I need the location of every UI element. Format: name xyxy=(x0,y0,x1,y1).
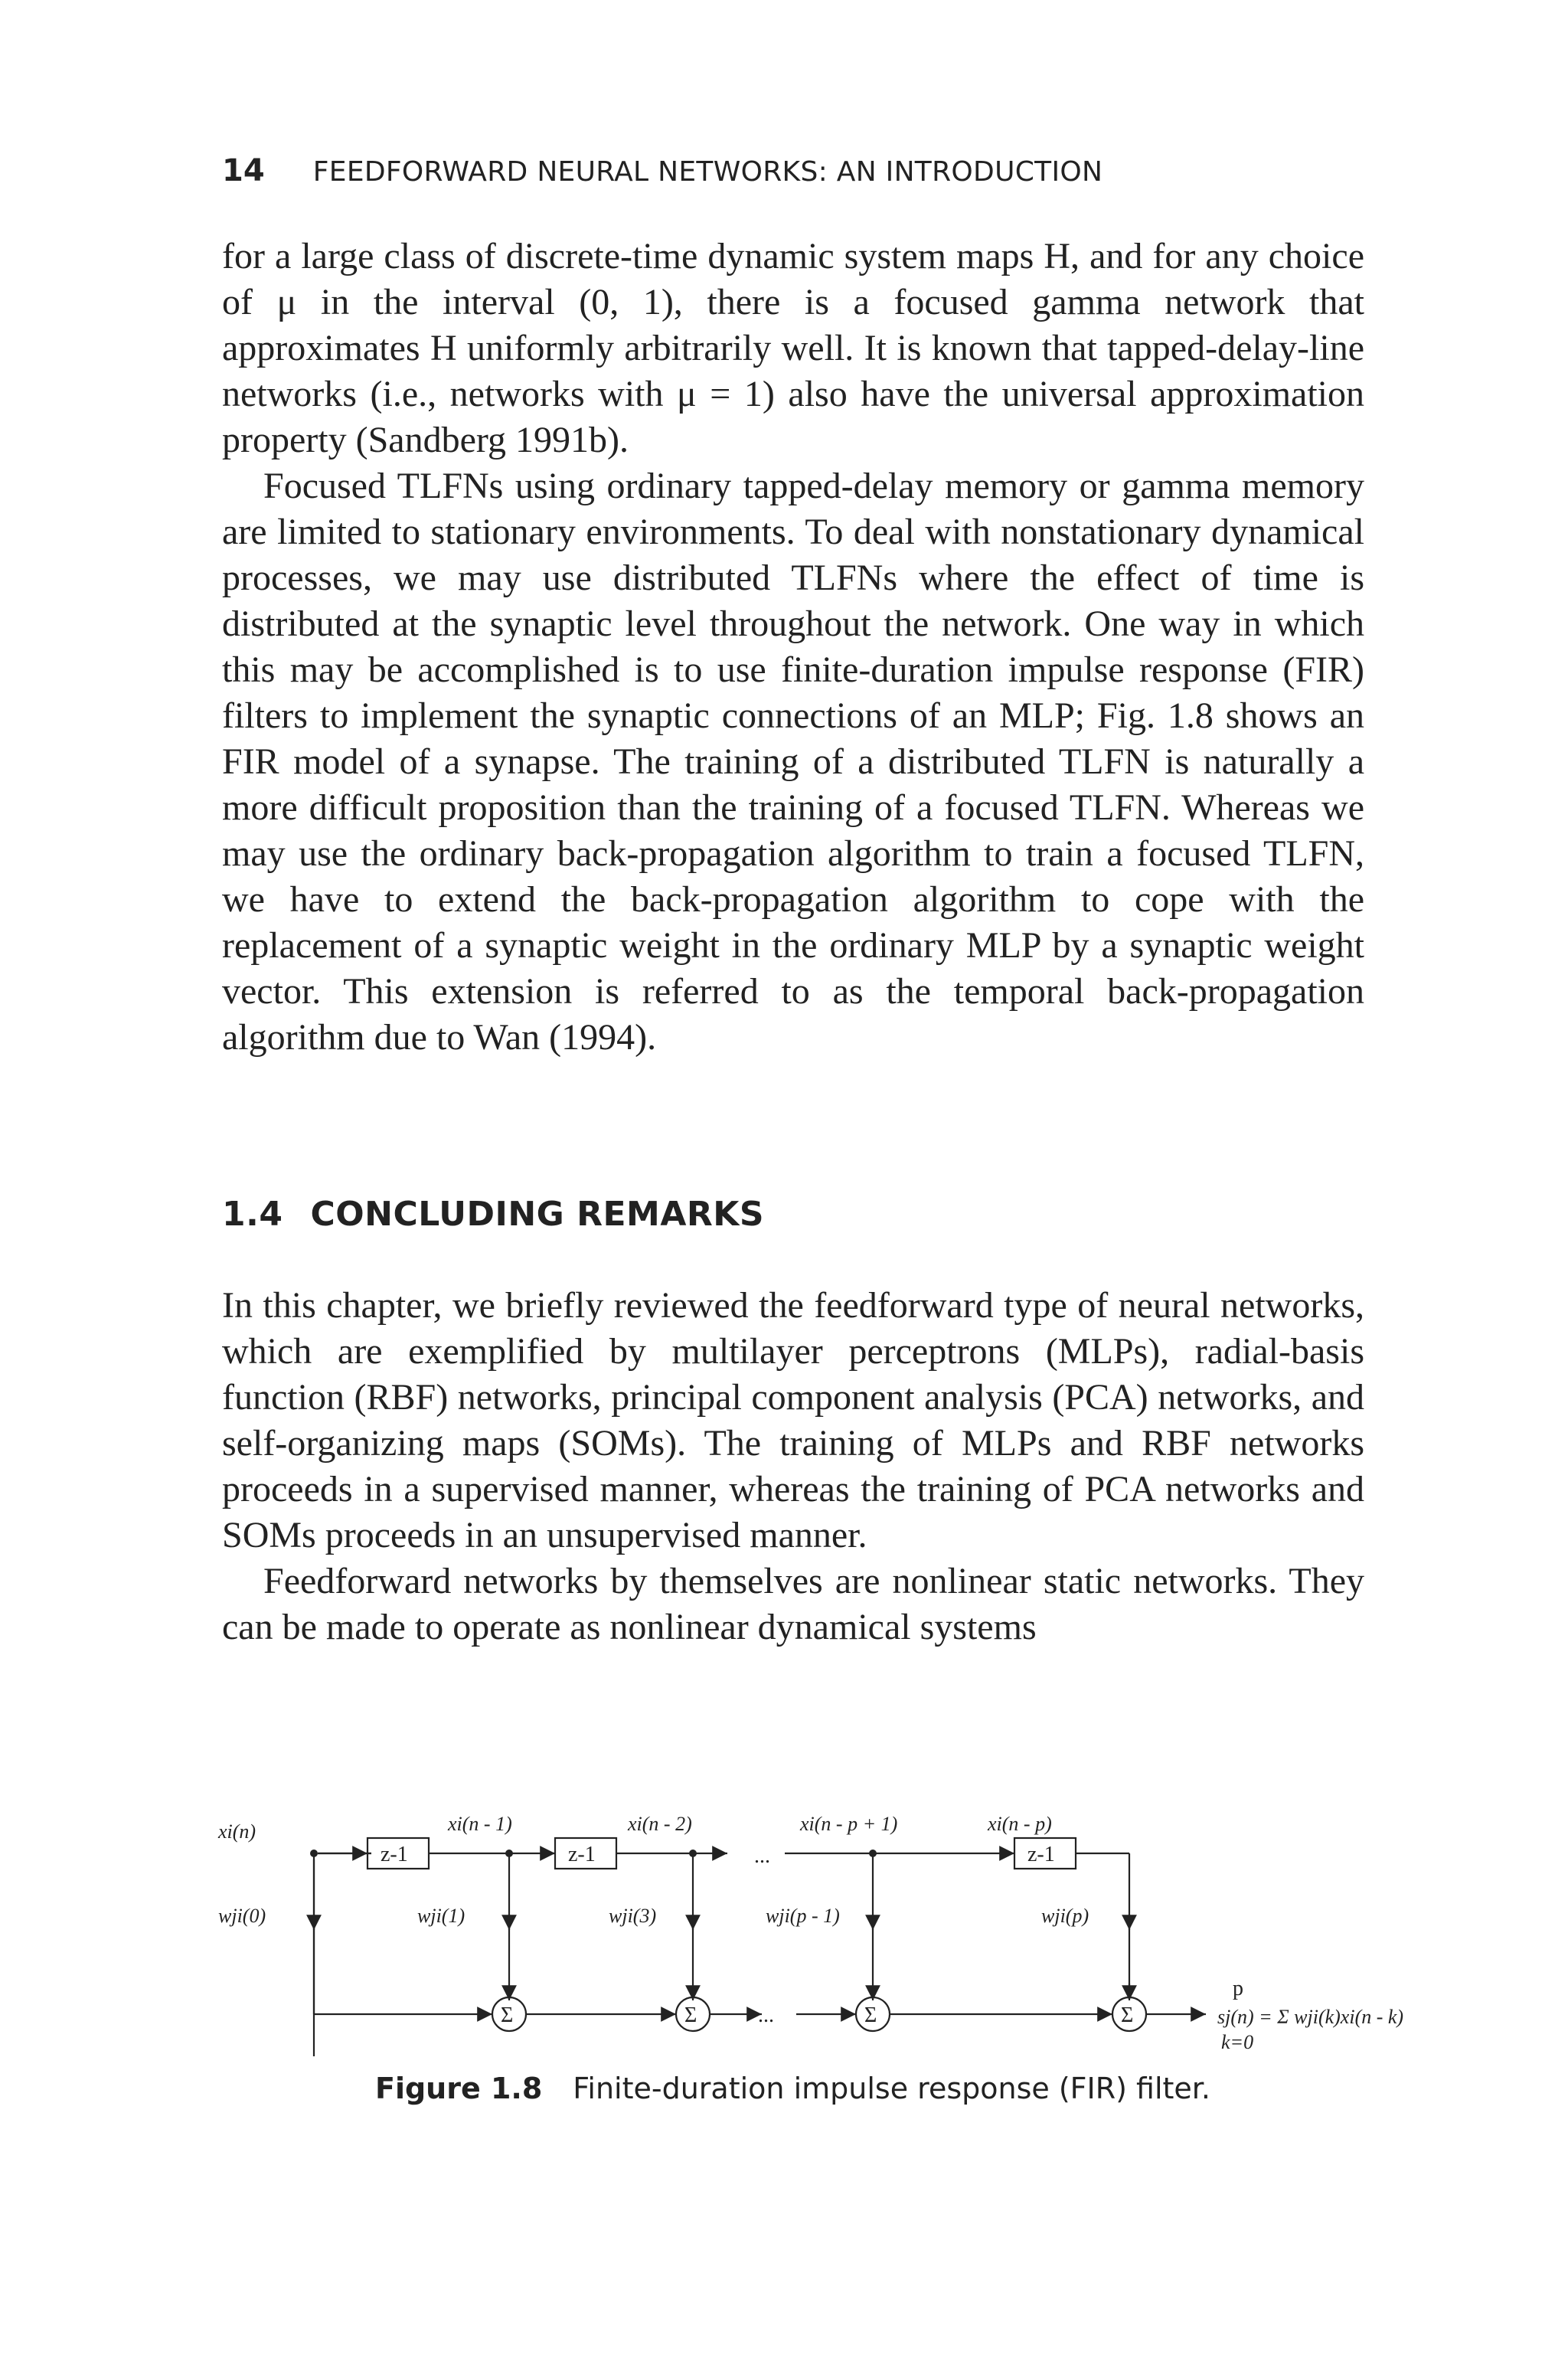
fir-filter-diagram xyxy=(218,1800,1404,2053)
figure-caption xyxy=(375,2072,1210,2105)
paragraph: Feedforward networks by themselves are nonlinear static networks. They can be made to operate as nonlinear dynamical systems xyxy=(222,1561,1364,1647)
delay-label: z-1 xyxy=(568,1843,596,1866)
caption-label: Figure 1.8 xyxy=(375,2072,543,2105)
weight-label: wji(3) xyxy=(609,1905,657,1927)
paragraph: In this chapter, we briefly reviewed the feedforward type of neural networks, which are exemplified by multilayer perceptrons (MLPs), radial-basis function (RBF) networks, principal component analysis (PCA) networks, and self-organizing maps (SOMs). The training of MLPs and RBF networks proceeds in a supervised manner, whereas the training of PCA networks and SOMs proceeds in an unsupervised manner. xyxy=(222,1285,1364,1555)
caption-text: Finite-duration impulse response (FIR) filter. xyxy=(573,2072,1211,2105)
body-text-top xyxy=(222,234,1364,1061)
fir-diagram-svg xyxy=(218,1800,1404,2053)
weight-label: wji(0) xyxy=(218,1905,266,1927)
sum-symbol: Σ xyxy=(1121,2003,1134,2027)
ellipsis: ... xyxy=(754,1844,770,1868)
tap-label: xi(n - 1) xyxy=(448,1813,512,1835)
running-head xyxy=(222,153,1102,188)
output-label: sj(n) = Σ wji(k)xi(n - k) xyxy=(1217,2006,1404,2028)
tap-label: xi(n - p) xyxy=(988,1813,1052,1835)
delay-label: z-1 xyxy=(381,1843,408,1866)
ellipsis: ... xyxy=(758,2003,774,2027)
weight-label: wji(1) xyxy=(417,1905,466,1927)
body-text-section xyxy=(222,1283,1364,1650)
sum-symbol: Σ xyxy=(501,2003,514,2027)
paragraph: Focused TLFNs using ordinary tapped-delay memory or gamma memory are limited to stationary environments. To deal with nonstationary dynamical processes, we may use distributed TLFNs where the effect of time is distributed at the synaptic level throughout the network. One way in which this may be accomplished is to use finite-duration impulse response (FIR) filters to implement the synaptic connections of an MLP; Fig. 1.8 shows an FIR model of a synapse. The training of a distributed TLFN is naturally a more difficult proposition than the training of a focused TLFN. Whereas we may use the ordinary back-propagation algorithm to train a focused TLFN, we have to extend the back-propagation algorithm to cope with the replacement of a synaptic weight in the ordinary MLP by a synaptic weight vector. This extension is referred to as the temporal back-propagation algorithm due to Wan (1994). xyxy=(222,466,1364,1058)
section-title: CONCLUDING REMARKS xyxy=(310,1195,765,1234)
delay-label: z-1 xyxy=(1027,1843,1055,1866)
input-label: xi(n) xyxy=(218,1820,256,1843)
weight-label: wji(p) xyxy=(1041,1905,1089,1927)
output-sum-lower: k=0 xyxy=(1221,2031,1254,2053)
section-heading xyxy=(222,1195,764,1234)
tap-label: xi(n - p + 1) xyxy=(800,1813,898,1835)
sum-symbol: Σ xyxy=(864,2003,877,2027)
weight-label: wji(p - 1) xyxy=(766,1905,840,1927)
paragraph: for a large class of discrete-time dynamic system maps H, and for any choice of μ in the interval (0, 1), there is a focused gamma network that approximates H uniformly arbitrarily well. It is known that tapped-delay-line networks (i.e., networks with μ = 1) also have the universal approximation property (Sandberg 1991b). xyxy=(222,236,1364,460)
tap-label: xi(n - 2) xyxy=(628,1813,692,1835)
sum-symbol: Σ xyxy=(684,2003,697,2027)
output-sum-upper: p xyxy=(1233,1977,1243,2000)
running-title: FEEDFORWARD NEURAL NETWORKS: AN INTRODUCTION xyxy=(312,156,1103,188)
section-number: 1.4 xyxy=(222,1195,283,1234)
page-number: 14 xyxy=(222,153,265,188)
